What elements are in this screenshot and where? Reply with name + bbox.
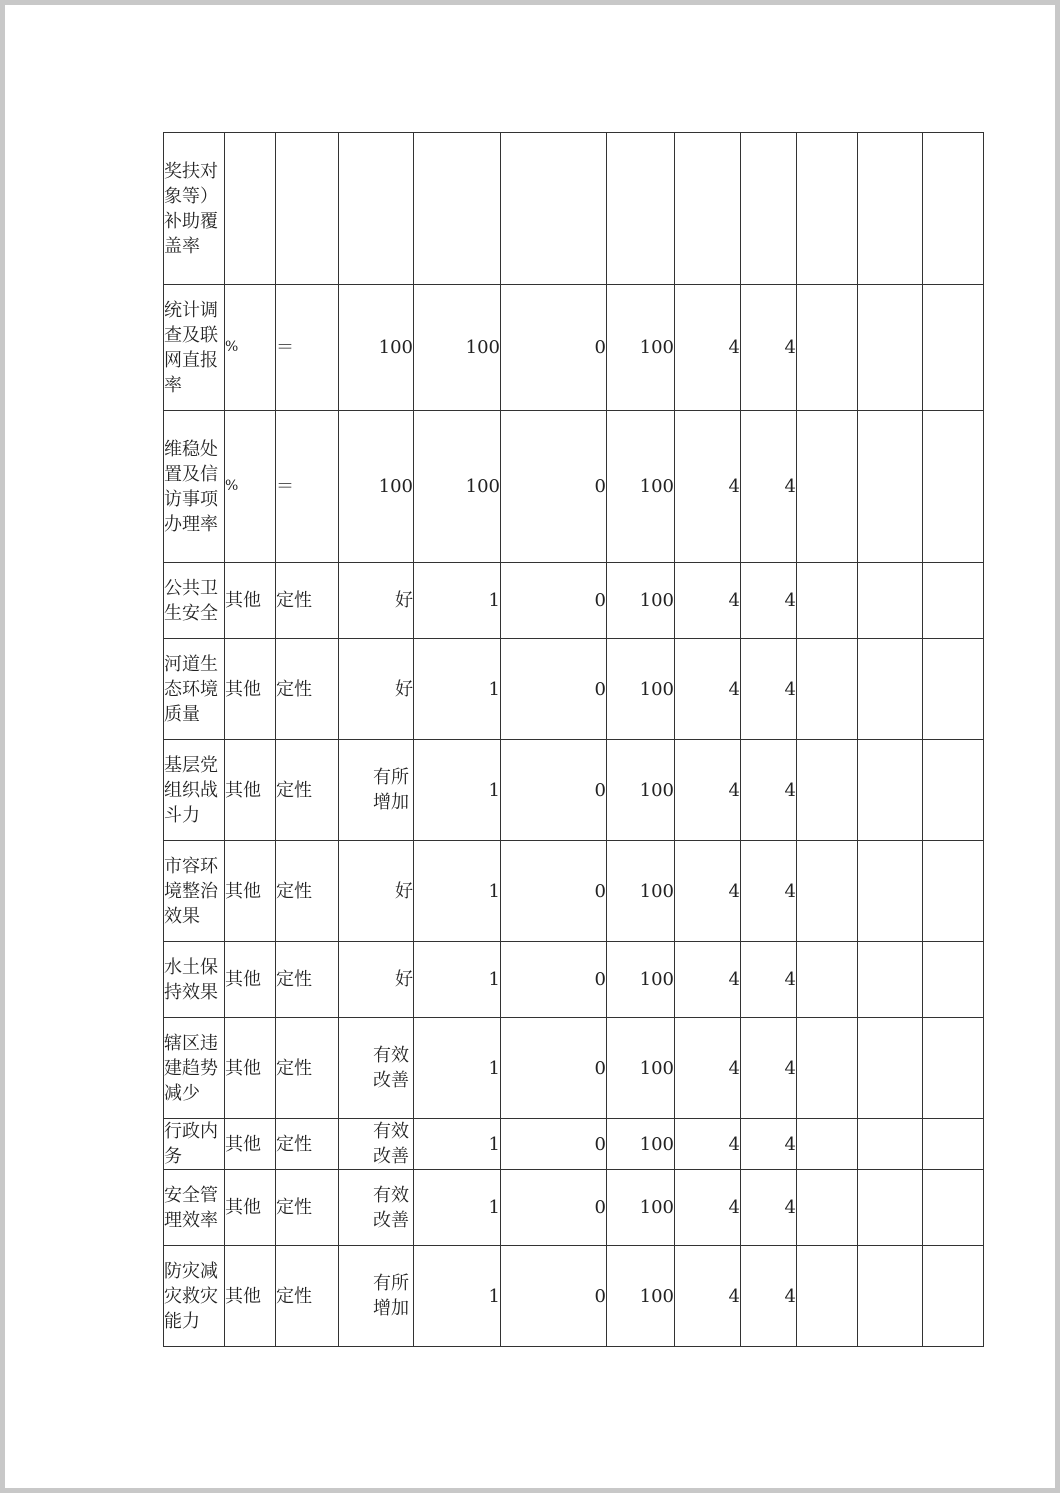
operator-cell: 定性 <box>276 1119 339 1170</box>
target-cell <box>339 1246 414 1347</box>
target-text: 有效改善 <box>373 1045 409 1091</box>
actual-cell: 1 <box>414 1246 501 1347</box>
empty-cell <box>923 411 984 563</box>
deviation-cell: 0 <box>501 411 607 563</box>
target-cell <box>339 1170 414 1246</box>
table-row <box>164 1119 984 1170</box>
weight-cell: 100 <box>607 1246 675 1347</box>
empty-cell <box>858 841 923 942</box>
score-cell: 4 <box>675 639 741 740</box>
deviation-cell: 0 <box>501 563 607 639</box>
empty-cell <box>923 841 984 942</box>
empty-cell <box>797 841 858 942</box>
table-row <box>164 563 984 639</box>
weight-cell: 100 <box>607 563 675 639</box>
indicator-cell: 河道生态环境质量 <box>164 639 225 740</box>
actual-cell: 1 <box>414 1170 501 1246</box>
indicator-cell: 维稳处置及信访事项办理率 <box>164 411 225 563</box>
target-cell <box>339 740 414 841</box>
score-cell: 4 <box>675 740 741 841</box>
target-cell: 好 <box>339 563 414 639</box>
empty-cell <box>858 1170 923 1246</box>
weight-cell: 100 <box>607 740 675 841</box>
score-cell-2: 4 <box>741 740 797 841</box>
table-row <box>164 285 984 411</box>
deviation-cell: 0 <box>501 1246 607 1347</box>
empty-cell <box>923 133 984 285</box>
weight-cell: 100 <box>607 639 675 740</box>
score-cell: 4 <box>675 563 741 639</box>
deviation-cell: 0 <box>501 841 607 942</box>
target-cell: 100 <box>339 285 414 411</box>
target-cell: 100 <box>339 411 414 563</box>
type-cell: 其他 <box>225 639 276 740</box>
empty-cell <box>797 285 858 411</box>
indicator-cell: 行政内务 <box>164 1119 225 1170</box>
actual-cell: 1 <box>414 1018 501 1119</box>
type-cell: 其他 <box>225 1246 276 1347</box>
indicator-cell: 水土保持效果 <box>164 942 225 1018</box>
table-row <box>164 133 984 285</box>
score-cell: 4 <box>675 841 741 942</box>
table-body <box>164 133 984 1347</box>
weight-cell: 100 <box>607 841 675 942</box>
empty-cell <box>797 1246 858 1347</box>
empty-cell <box>858 411 923 563</box>
type-cell: 其他 <box>225 740 276 841</box>
empty-cell <box>923 1170 984 1246</box>
target-cell: 好 <box>339 841 414 942</box>
indicator-cell: 安全管理效率 <box>164 1170 225 1246</box>
empty-cell <box>858 1018 923 1119</box>
document-page <box>5 5 1055 1488</box>
table-row <box>164 740 984 841</box>
empty-cell <box>858 740 923 841</box>
type-cell: 其他 <box>225 1170 276 1246</box>
empty-cell <box>797 639 858 740</box>
indicator-cell: 基层党组织战斗力 <box>164 740 225 841</box>
weight-cell: 100 <box>607 942 675 1018</box>
empty-cell <box>923 285 984 411</box>
operator-cell: ＝ <box>276 285 339 411</box>
score-cell-2: 4 <box>741 1119 797 1170</box>
empty-cell <box>923 639 984 740</box>
empty-cell <box>797 740 858 841</box>
type-cell <box>225 133 276 285</box>
empty-cell <box>923 740 984 841</box>
deviation-cell: 0 <box>501 942 607 1018</box>
score-cell: 4 <box>675 285 741 411</box>
indicator-cell: 公共卫生安全 <box>164 563 225 639</box>
type-cell: 其他 <box>225 841 276 942</box>
empty-cell <box>797 1018 858 1119</box>
target-text: 有所增加 <box>373 767 409 813</box>
target-cell <box>339 1018 414 1119</box>
type-cell: % <box>225 285 276 411</box>
empty-cell <box>858 285 923 411</box>
actual-cell: 1 <box>414 639 501 740</box>
actual-cell <box>414 133 501 285</box>
operator-cell: ＝ <box>276 411 339 563</box>
empty-cell <box>858 942 923 1018</box>
score-cell: 4 <box>675 942 741 1018</box>
table-row <box>164 1246 984 1347</box>
type-cell: 其他 <box>225 1119 276 1170</box>
empty-cell <box>858 563 923 639</box>
type-cell: 其他 <box>225 563 276 639</box>
deviation-cell <box>501 133 607 285</box>
operator-cell: 定性 <box>276 841 339 942</box>
score-cell: 4 <box>675 1170 741 1246</box>
actual-cell: 1 <box>414 841 501 942</box>
empty-cell <box>858 1246 923 1347</box>
weight-cell <box>607 133 675 285</box>
empty-cell <box>797 133 858 285</box>
indicator-cell: 统计调查及联网直报率 <box>164 285 225 411</box>
table-row <box>164 1018 984 1119</box>
empty-cell <box>797 1119 858 1170</box>
empty-cell <box>923 1119 984 1170</box>
indicator-cell: 奖扶对象等）补助覆盖率 <box>164 133 225 285</box>
operator-cell: 定性 <box>276 1018 339 1119</box>
empty-cell <box>797 563 858 639</box>
deviation-cell: 0 <box>501 740 607 841</box>
target-cell: 好 <box>339 639 414 740</box>
score-cell-2: 4 <box>741 1018 797 1119</box>
operator-cell: 定性 <box>276 1170 339 1246</box>
target-text: 有效改善 <box>373 1184 409 1231</box>
score-cell-2: 4 <box>741 841 797 942</box>
score-cell-2: 4 <box>741 639 797 740</box>
score-cell <box>675 133 741 285</box>
score-cell-2: 4 <box>741 1170 797 1246</box>
type-cell: % <box>225 411 276 563</box>
deviation-cell: 0 <box>501 1018 607 1119</box>
operator-cell <box>276 133 339 285</box>
weight-cell: 100 <box>607 411 675 563</box>
actual-cell: 100 <box>414 285 501 411</box>
weight-cell: 100 <box>607 1119 675 1170</box>
operator-cell: 定性 <box>276 563 339 639</box>
indicator-cell: 辖区违建趋势减少 <box>164 1018 225 1119</box>
empty-cell <box>858 133 923 285</box>
weight-cell: 100 <box>607 1170 675 1246</box>
score-cell: 4 <box>675 411 741 563</box>
score-cell-2: 4 <box>741 563 797 639</box>
actual-cell: 100 <box>414 411 501 563</box>
type-cell: 其他 <box>225 942 276 1018</box>
empty-cell <box>797 411 858 563</box>
empty-cell <box>858 1119 923 1170</box>
performance-indicator-table <box>163 132 984 1347</box>
weight-cell: 100 <box>607 1018 675 1119</box>
target-cell: 好 <box>339 942 414 1018</box>
indicator-cell: 防灾减灾救灾能力 <box>164 1246 225 1347</box>
score-cell: 4 <box>675 1119 741 1170</box>
empty-cell <box>923 942 984 1018</box>
table-row <box>164 639 984 740</box>
type-cell: 其他 <box>225 1018 276 1119</box>
table-row <box>164 1170 984 1246</box>
target-cell <box>339 133 414 285</box>
score-cell-2: 4 <box>741 942 797 1018</box>
weight-cell: 100 <box>607 285 675 411</box>
table-row <box>164 411 984 563</box>
empty-cell <box>797 942 858 1018</box>
score-cell: 4 <box>675 1018 741 1119</box>
indicator-cell: 市容环境整治效果 <box>164 841 225 942</box>
operator-cell: 定性 <box>276 740 339 841</box>
target-cell <box>339 1119 414 1170</box>
table-row <box>164 942 984 1018</box>
operator-cell: 定性 <box>276 942 339 1018</box>
operator-cell: 定性 <box>276 1246 339 1347</box>
deviation-cell: 0 <box>501 639 607 740</box>
score-cell-2: 4 <box>741 411 797 563</box>
empty-cell <box>923 563 984 639</box>
empty-cell <box>923 1246 984 1347</box>
score-cell-2: 4 <box>741 1246 797 1347</box>
empty-cell <box>797 1170 858 1246</box>
actual-cell: 1 <box>414 1119 501 1170</box>
empty-cell <box>923 1018 984 1119</box>
score-cell-2: 4 <box>741 285 797 411</box>
deviation-cell: 0 <box>501 1170 607 1246</box>
actual-cell: 1 <box>414 942 501 1018</box>
table-row <box>164 841 984 942</box>
score-cell-2 <box>741 133 797 285</box>
empty-cell <box>858 639 923 740</box>
score-cell: 4 <box>675 1246 741 1347</box>
target-text: 有所增加 <box>373 1273 409 1319</box>
target-text: 有效改善 <box>373 1121 409 1167</box>
deviation-cell: 0 <box>501 285 607 411</box>
actual-cell: 1 <box>414 740 501 841</box>
operator-cell: 定性 <box>276 639 339 740</box>
deviation-cell: 0 <box>501 1119 607 1170</box>
actual-cell: 1 <box>414 563 501 639</box>
